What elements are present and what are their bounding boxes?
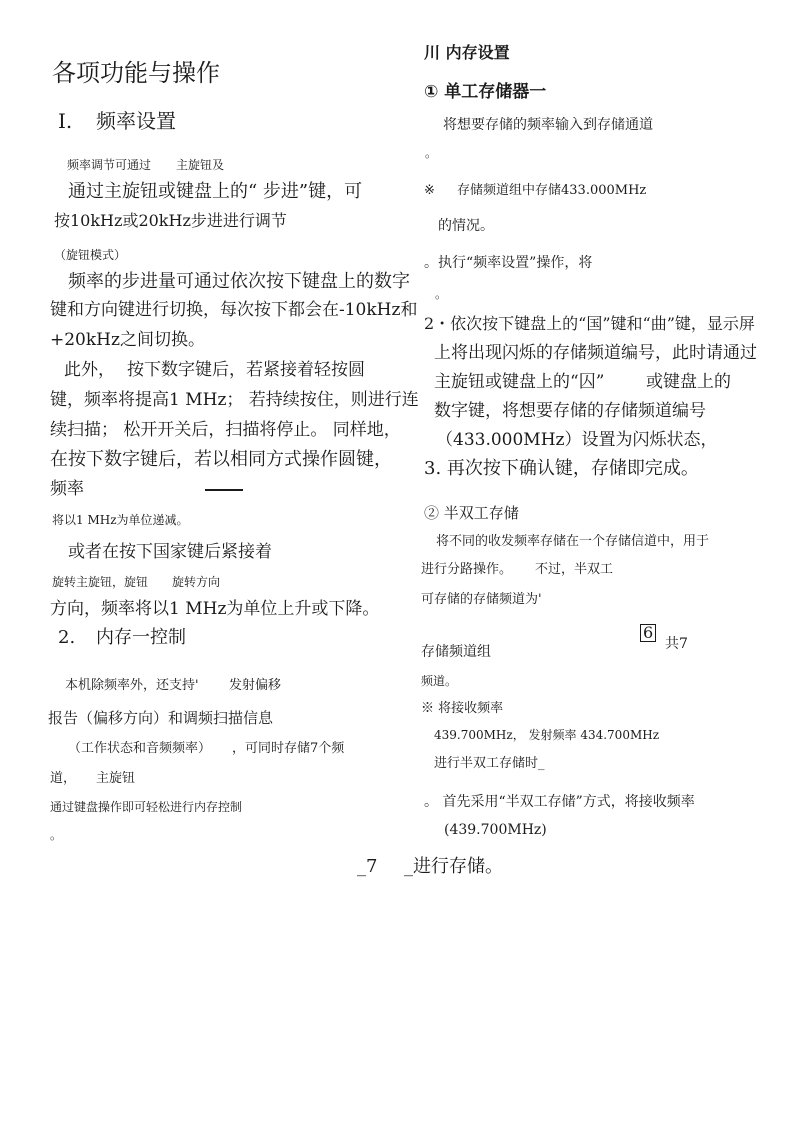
paragraph-line: 键，频率将提高1 MHz； 若持续按住，则进行连 (50, 390, 419, 410)
paragraph-line: 的情况。 (438, 218, 494, 234)
footer-text: _进行存储。 (404, 856, 503, 877)
paragraph-line: ※ 将接收频率 (421, 701, 504, 716)
section-1-title: 频率设置 (96, 109, 176, 133)
subsection-1-title: ① 单工存储器一 (424, 82, 547, 102)
paragraph-line: (439.700MHz) (444, 822, 547, 838)
paragraph-line: 轻按圆 (314, 360, 365, 380)
paragraph-line: 通过键盘操作即可轻松进行内存控制 (50, 800, 243, 814)
subsection-2-title: ② 半双工存储 (424, 504, 519, 522)
paragraph-line: 将不同的收发频率存储在一个存储信道中，用于 (436, 534, 710, 549)
paragraph-line: 不过，半双工 (535, 562, 614, 577)
paragraph-line: +20kHz之间切换。 (50, 330, 205, 350)
paragraph-line: 共7 (665, 636, 688, 652)
paragraph-line: 上将出现闪烁的存储频道编号，此时请通过 (434, 343, 757, 363)
paragraph-line: 道， (50, 771, 77, 786)
paragraph-line: 本机除频率外，还支持' (65, 678, 199, 693)
page-title: 各项功能与操作 (52, 59, 220, 87)
section-1-number: I. (58, 109, 73, 133)
section-2-title: 内存一控制 (96, 627, 186, 648)
paragraph-line: 主旋钮 (96, 771, 136, 786)
paragraph-line: 通过主旋钮或键盘上的“ 步进”键，可 (68, 181, 363, 202)
paragraph-line: 或键盘上的 (646, 372, 731, 392)
paragraph-line: 键和方向键进行切换，每次按下都会在-10kHz和 (50, 300, 418, 320)
paragraph-line: 439.700MHz， 发射频率 434.700MHz (434, 728, 660, 742)
paragraph-line: 。执行“频率设置”操作，将 (424, 255, 593, 271)
paragraph-line: 。 (425, 146, 438, 160)
paragraph-line: 主旋钮及 (176, 158, 225, 172)
paragraph-line: 按10kHz或20kHz步进进行调节 (54, 211, 287, 230)
paragraph-line: 方向，频率将以1 MHz为单位上升或下降。 (50, 599, 380, 619)
paragraph-line: 频率调节可通过 (67, 158, 152, 172)
paragraph-line: 报告（偏移方向）和调频扫描信息 (48, 709, 274, 727)
paragraph-line: 2・依次按下键盘上的“国”键和“曲”键，显示屏 (424, 314, 755, 333)
paragraph-line: 。 (435, 287, 448, 301)
note-mark: ※ (424, 183, 435, 198)
paragraph-line: 存储频道组 (421, 644, 491, 660)
paragraph-line: （旋钮模式） (54, 248, 127, 262)
paragraph-line: 进行半双工存储时_ (434, 756, 545, 771)
paragraph-line: 将以1 MHz为单位递减。 (52, 513, 189, 527)
section-2-number: 2. (58, 627, 76, 648)
paragraph-line: 。 (50, 828, 63, 842)
paragraph-line: 旋转方向 (172, 575, 221, 589)
paragraph-line: 3. 再次按下确认键，存储即完成。 (424, 458, 699, 479)
paragraph-line: 将想要存储的频率输入到存储通道 (443, 117, 653, 133)
paragraph-line: 主旋钮或键盘上的“囚” (434, 372, 605, 392)
paragraph-line: 频道。 (421, 674, 458, 688)
paragraph-line: （433.000MHz）设置为闪烁状态， (436, 430, 718, 450)
paragraph-line: 频率 (50, 479, 84, 499)
paragraph-line: 频率的步进量可通过依次按下键盘上的数字 (68, 271, 410, 292)
paragraph-line: 按下数字键后，若紧接着 (127, 360, 314, 380)
boxed-number: 6 (640, 624, 656, 642)
paragraph-line: 旋转主旋钮，旋钮 (52, 575, 149, 589)
paragraph-line: 存储频道组中存储433.000MHz (457, 183, 647, 198)
paragraph-line: 。 首先采用“半双工存储”方式，将接收频率 (424, 794, 695, 810)
paragraph-line: 可存储的存储频道为' (421, 592, 542, 607)
paragraph-line: 续扫描； 松开开关后，扫描将停止。 同样地， (50, 420, 401, 440)
paragraph-line: 或者在按下国家键后紧接着 (68, 542, 272, 562)
underline-blank (205, 489, 243, 491)
paragraph-line: 进行分路操作。 (421, 562, 513, 577)
paragraph-line: 此外， (64, 360, 115, 380)
paragraph-line: ，可同时存储7个频 (232, 741, 345, 756)
paragraph-line: 数字键，将想要存储的存储频道编号 (434, 401, 706, 421)
section-3-title: 川 内存设置 (424, 43, 510, 62)
paragraph-line: （工作状态和音频频率） (68, 741, 212, 756)
paragraph-line: 在按下数字键后，若以相同方式操作圆键， (50, 449, 392, 470)
footer-number: _7 (357, 856, 378, 877)
paragraph-line: 发射偏移 (229, 678, 282, 693)
